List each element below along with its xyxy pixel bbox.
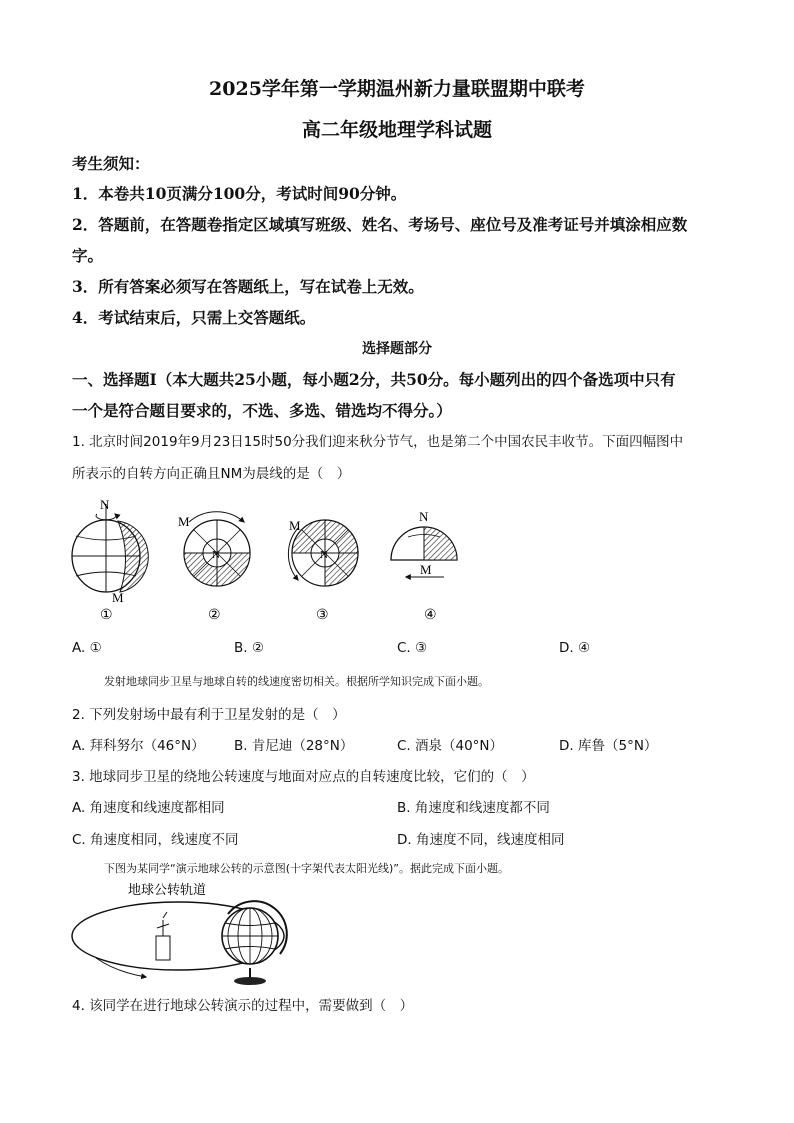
label-m: M <box>112 590 124 605</box>
label-m: M <box>178 514 190 529</box>
instruction-item: 2．答题前，在答题卷指定区域填写班级、姓名、考场号、座位号及准考证号并填涂相应数 <box>72 215 688 234</box>
section-instruction: 一个是符合题目要求的，不选、多选、错选均不得分。） <box>72 401 452 420</box>
figure-number-1: ① <box>100 608 113 623</box>
figure-number-2: ② <box>208 608 221 623</box>
q3-option-d: D. 角速度不同，线速度相同 <box>397 832 565 848</box>
instruction-item: 3．所有答案必须写在答题纸上，写在试卷上无效。 <box>72 277 424 296</box>
globe-model <box>222 901 287 985</box>
section-name: 选择题部分 <box>362 341 432 357</box>
exam-subtitle: 高二年级地理学科试题 <box>301 119 492 141</box>
q3-option-c: C. 角速度相同，线速度不同 <box>72 832 239 848</box>
material-note-1: 发射地球同步卫星与地球自转的线速度密切相关。根据所学知识完成下面小题。 <box>104 675 489 688</box>
q2-option-b: B. 肯尼迪（28°N） <box>234 738 354 754</box>
question-2-stem: 2. 下列发射场中最有利于卫星发射的是（ ） <box>72 707 346 723</box>
q2-option-a: A. 拜科努尔（46°N） <box>72 738 205 754</box>
q1-option-a: A. ① <box>72 640 102 656</box>
label-n: N <box>320 549 328 561</box>
figure-number-3: ③ <box>316 608 329 623</box>
sun-cross-stand <box>156 912 170 960</box>
q1-figure <box>60 492 480 630</box>
question-3-stem: 3. 地球同步卫星的绕地公转速度与地面对应点的自转速度比较，它们的（ ） <box>72 769 535 785</box>
instruction-item: 1．本卷共10页满分100分，考试时间90分钟。 <box>72 184 407 203</box>
orbit-figure <box>66 878 306 990</box>
question-1-stem: 1. 北京时间2019年9月23日15时50分我们迎来秋分节气，也是第二个中国农民丰收节。下面四幅图中 <box>72 434 684 450</box>
label-m: M <box>289 518 301 533</box>
label-n: N <box>419 509 429 524</box>
instruction-item: 字。 <box>72 246 104 265</box>
exam-title: 2025学年第一学期温州新力量联盟期中联考 <box>209 78 585 100</box>
figure-number-4: ④ <box>424 608 437 623</box>
instruction-item: 4．考试结束后，只需上交答题纸。 <box>72 308 316 327</box>
globe-diagram-1 <box>71 504 153 592</box>
instructions-heading: 考生须知： <box>72 154 150 173</box>
q2-option-c: C. 酒泉（40°N） <box>397 738 504 754</box>
q1-option-d: D. ④ <box>559 640 591 656</box>
material-note-2: 下图为某同学“演示地球公转的示意图(十字架代表太阳光线)”。据此完成下面小题。 <box>104 862 509 875</box>
label-n: N <box>212 549 220 561</box>
q2-option-d: D. 库鲁（5°N） <box>559 738 658 754</box>
question-4-stem: 4. 该同学在进行地球公转演示的过程中，需要做到（ ） <box>72 998 414 1014</box>
orbit-label: 地球公转轨道 <box>128 882 207 897</box>
q3-option-a: A. 角速度和线速度都相同 <box>72 800 225 816</box>
q3-option-b: B. 角速度和线速度都不同 <box>397 800 550 816</box>
q1-option-c: C. ③ <box>397 640 428 656</box>
label-m: M <box>420 562 432 577</box>
question-1-stem: 所表示的自转方向正确且NM为晨线的是（ ） <box>72 466 351 482</box>
q1-option-b: B. ② <box>234 640 264 656</box>
section-instruction: 一、选择题Ⅰ（本大题共25小题，每小题2分，共50分。每小题列出的四个备选项中只有 <box>72 370 676 389</box>
label-n: N <box>100 497 110 512</box>
